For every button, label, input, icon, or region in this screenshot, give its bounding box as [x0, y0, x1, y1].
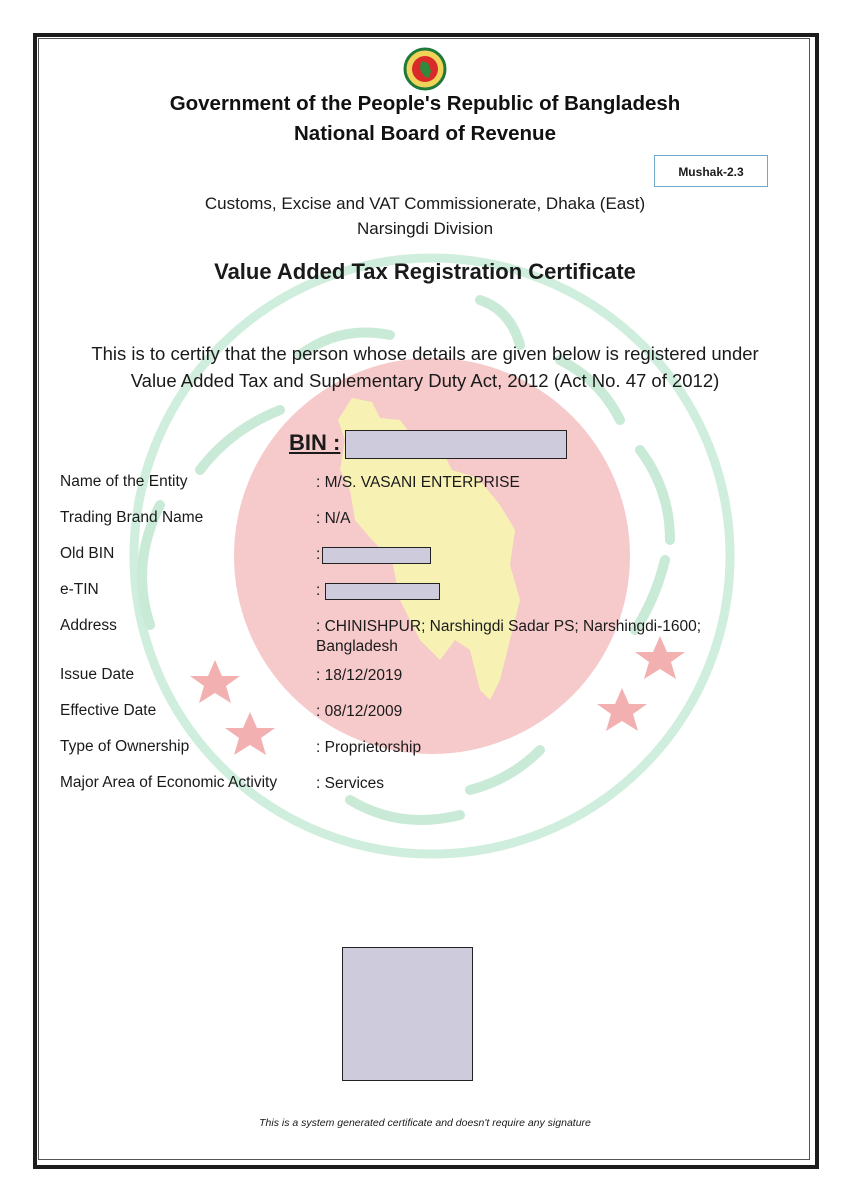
- economic-activity-label: Major Area of Economic Activity: [60, 774, 278, 791]
- etin-value: :: [316, 582, 321, 599]
- old-bin-value: :: [316, 546, 321, 563]
- trading-brand-value: : N/A: [316, 510, 351, 527]
- economic-activity-value: : Services: [316, 775, 385, 792]
- effective-date-value: : 08/12/2009: [316, 703, 403, 720]
- entity-name-label: Name of the Entity: [60, 473, 188, 490]
- commissionerate-line: Customs, Excise and VAT Commissionerate, Dhaka (East): [204, 194, 646, 213]
- etin-redaction: [325, 583, 440, 600]
- issue-date-label: Issue Date: [60, 666, 135, 683]
- trading-brand-label: Trading Brand Name: [60, 509, 204, 526]
- intro-line-1: This is to certify that the person whose details are given below is registered under: [91, 343, 759, 364]
- old-bin-label: Old BIN: [60, 545, 115, 562]
- ownership-value: : Proprietorship: [316, 739, 422, 756]
- bin-label: BIN :: [289, 430, 341, 455]
- bangladesh-emblem-icon: [403, 47, 447, 91]
- certificate-title: Value Added Tax Registration Certificate: [214, 259, 636, 284]
- division-line: Narsingdi Division: [356, 219, 494, 238]
- address-label: Address: [60, 617, 117, 634]
- etin-label: e-TIN: [60, 581, 99, 598]
- issue-date-value: : 18/12/2019: [316, 667, 403, 684]
- qr-code-redaction: [342, 947, 473, 1081]
- old-bin-redaction: [322, 547, 431, 564]
- address-value: : CHINISHPUR; Narshingdi Sadar PS; Narshingdi-1600; Bangladesh: [316, 618, 702, 655]
- bin-redaction: [345, 430, 567, 459]
- header-board: National Board of Revenue: [294, 122, 556, 145]
- form-code-box: Mushak-2.3: [654, 155, 768, 187]
- header-government: Government of the People's Republic of Bangladesh: [169, 92, 681, 115]
- footer-note: This is a system generated certificate and doesn't require any signature: [259, 1117, 591, 1129]
- effective-date-label: Effective Date: [60, 702, 157, 719]
- ownership-label: Type of Ownership: [60, 738, 190, 755]
- entity-name-value: : M/S. VASANI ENTERPRISE: [316, 474, 520, 491]
- intro-line-2: Value Added Tax and Suplementary Duty Act, 2012 (Act No. 47 of 2012): [130, 370, 720, 391]
